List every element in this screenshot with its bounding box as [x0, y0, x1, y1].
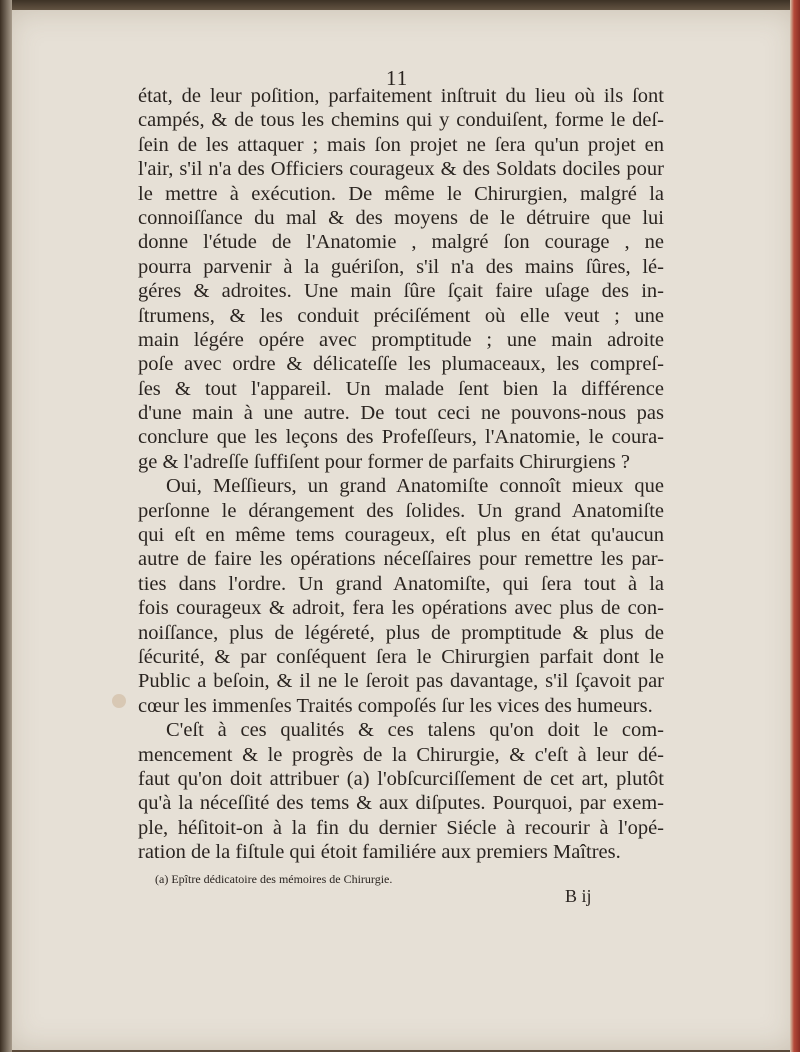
text-line: ſtrumens, & les conduit préciſément où elle veut ; une [138, 304, 664, 327]
body-text [138, 84, 664, 865]
text-line: qui eſt en même tems courageux, eſt plus en état qu'aucun [138, 524, 664, 547]
text-line: ſein de les attaquer ; mais ſon projet ne ſera qu'un projet en [138, 133, 664, 156]
text-line: faut qu'on doit attribuer (a) l'obſcurciſſement de cet art, plutôt [138, 767, 664, 790]
text-line: qu'à la néceſſité des tems & aux diſputes. Pourquoi, par exem- [138, 792, 664, 815]
text-line: connoiſſance du mal & des moyens de le détruire que lui [138, 206, 664, 229]
text-line: mencement & le progrès de la Chirurgie, & c'eſt à leur dé- [138, 743, 664, 766]
text-line: état, de leur poſition, parfaitement inſtruit du lieu où ils ſont [138, 85, 664, 107]
text-line: cœur les immenſes Traités compoſés ſur les vices des humeurs. [138, 694, 653, 717]
text-line: campés, & de tous les chemins qui y conduiſent, forme le deſ- [138, 109, 664, 132]
text-line: ration de la fiſtule qui étoit familiére aux premiers Maîtres. [138, 841, 621, 864]
text-line: noiſſance, plus de légéreté, plus de promptitude & plus de [138, 621, 664, 644]
text-line: conclure que les leçons des Profeſſeurs, l'Anatomie, le coura- [138, 426, 664, 449]
text-line: géres & adroites. Une main ſûre ſçait faire uſage des in- [138, 280, 664, 303]
text-line: Oui, Meſſieurs, un grand Anatomiſte connoît mieux que [166, 475, 664, 498]
text-line: poſe avec ordre & délicateſſe les plumaceaux, les compreſ- [138, 353, 664, 376]
footnote: (a) Epître dédicatoire des mémoires de Chirurgie. [155, 872, 393, 886]
text-line: donne l'étude de l'Anatomie , malgré ſon courage , ne [138, 231, 664, 254]
page-number: 11 [386, 66, 409, 90]
text-line: Public a beſoin, & il ne le ſeroit pas davantage, s'il ſçavoit par [138, 670, 664, 693]
signature-mark: B ij [565, 886, 592, 906]
text-line: C'eſt à ces qualités & ces talens qu'on doit le com- [166, 719, 664, 742]
text-line: l'air, s'il n'a des Officiers courageux & des Soldats dociles pour [138, 158, 664, 181]
text-line: d'une main à une autre. De tout ceci ne pouvons-nous pas [138, 402, 664, 425]
text-line: main légére opére avec promptitude ; une main adroite [138, 328, 664, 351]
text-line: ple, héſitoit-on à la fin du dernier Siécle à recourir à l'opé- [138, 816, 664, 839]
ink-smudge [112, 694, 126, 708]
text-line: fois courageux & adroit, fera les opérations avec plus de con- [138, 597, 664, 620]
text-line: ties dans l'ordre. Un grand Anatomiſte, qui ſera tout à la [138, 572, 664, 595]
text-line: pourra parvenir à la guériſon, s'il n'a des mains ſûres, lé- [138, 255, 664, 278]
page-fore-edge [790, 0, 800, 1052]
text-line: ge & l'adreſſe ſuffiſent pour former de parfaits Chirurgiens ? [138, 450, 630, 473]
book-gutter [0, 0, 12, 1052]
text-line: le mettre à exécution. De même le Chirurgien, malgré la [138, 182, 664, 205]
text-line: autre de faire les opérations néceſſaires pour remettre les par- [138, 548, 664, 571]
text-line: ſes & tout l'appareil. Un malade ſent bien la différence [138, 377, 664, 400]
text-line: perſonne le dérangement des ſolides. Un grand Anatomiſte [138, 499, 664, 522]
text-line: ſécurité, & par conſéquent ſera le Chirurgien parfait dont le [138, 645, 664, 668]
